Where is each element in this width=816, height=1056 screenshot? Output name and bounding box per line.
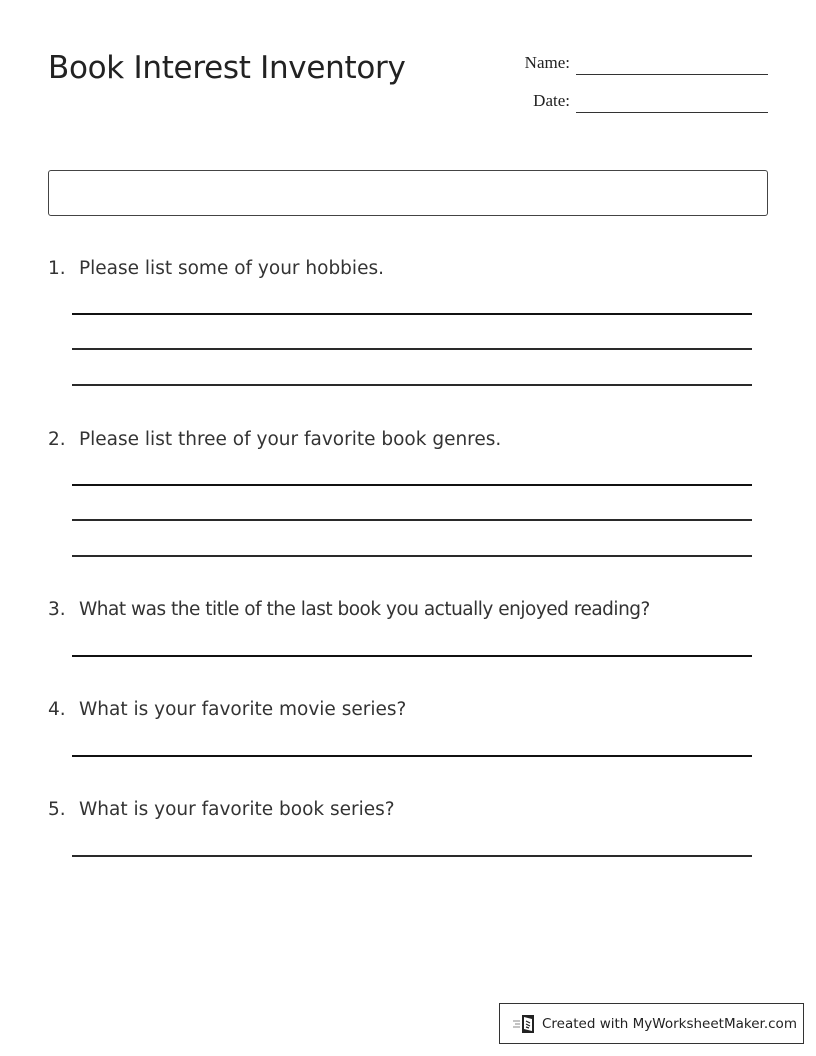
question-3 (48, 598, 650, 622)
date-label: Date: (533, 91, 570, 110)
question-text: Please list some of your hobbies. (79, 258, 384, 279)
question-1 (48, 257, 384, 281)
answer-line[interactable] (72, 384, 752, 386)
question-number: 3. (48, 599, 66, 620)
question-number: 2. (48, 429, 66, 450)
answer-line[interactable] (72, 348, 752, 350)
question-number: 5. (48, 799, 66, 820)
footer-text: Created with MyWorksheetMaker.com (542, 1015, 797, 1032)
answer-line[interactable] (72, 313, 752, 315)
date-input-line[interactable] (576, 112, 768, 113)
name-field[interactable] (500, 52, 768, 76)
worksheet-title: Book Interest Inventory (48, 50, 406, 86)
instructions-box (48, 170, 768, 216)
question-text: What was the title of the last book you actually enjoyed reading? (79, 599, 650, 620)
footer-badge[interactable] (499, 1003, 804, 1044)
question-number: 1. (48, 258, 66, 279)
question-text: What is your favorite book series? (79, 799, 395, 820)
question-2 (48, 428, 501, 452)
question-4 (48, 698, 406, 722)
name-label: Name: (524, 53, 570, 72)
question-text: What is your favorite movie series? (79, 699, 407, 720)
answer-line[interactable] (72, 484, 752, 486)
date-field[interactable] (500, 90, 768, 114)
answer-line[interactable] (72, 555, 752, 557)
question-5 (48, 798, 395, 822)
answer-line[interactable] (72, 755, 752, 757)
answer-line[interactable] (72, 655, 752, 657)
worksheet-maker-logo-icon (512, 1013, 536, 1035)
question-text: Please list three of your favorite book genres. (79, 429, 502, 450)
name-input-line[interactable] (576, 74, 768, 75)
answer-line[interactable] (72, 519, 752, 521)
question-number: 4. (48, 699, 66, 720)
answer-line[interactable] (72, 855, 752, 857)
